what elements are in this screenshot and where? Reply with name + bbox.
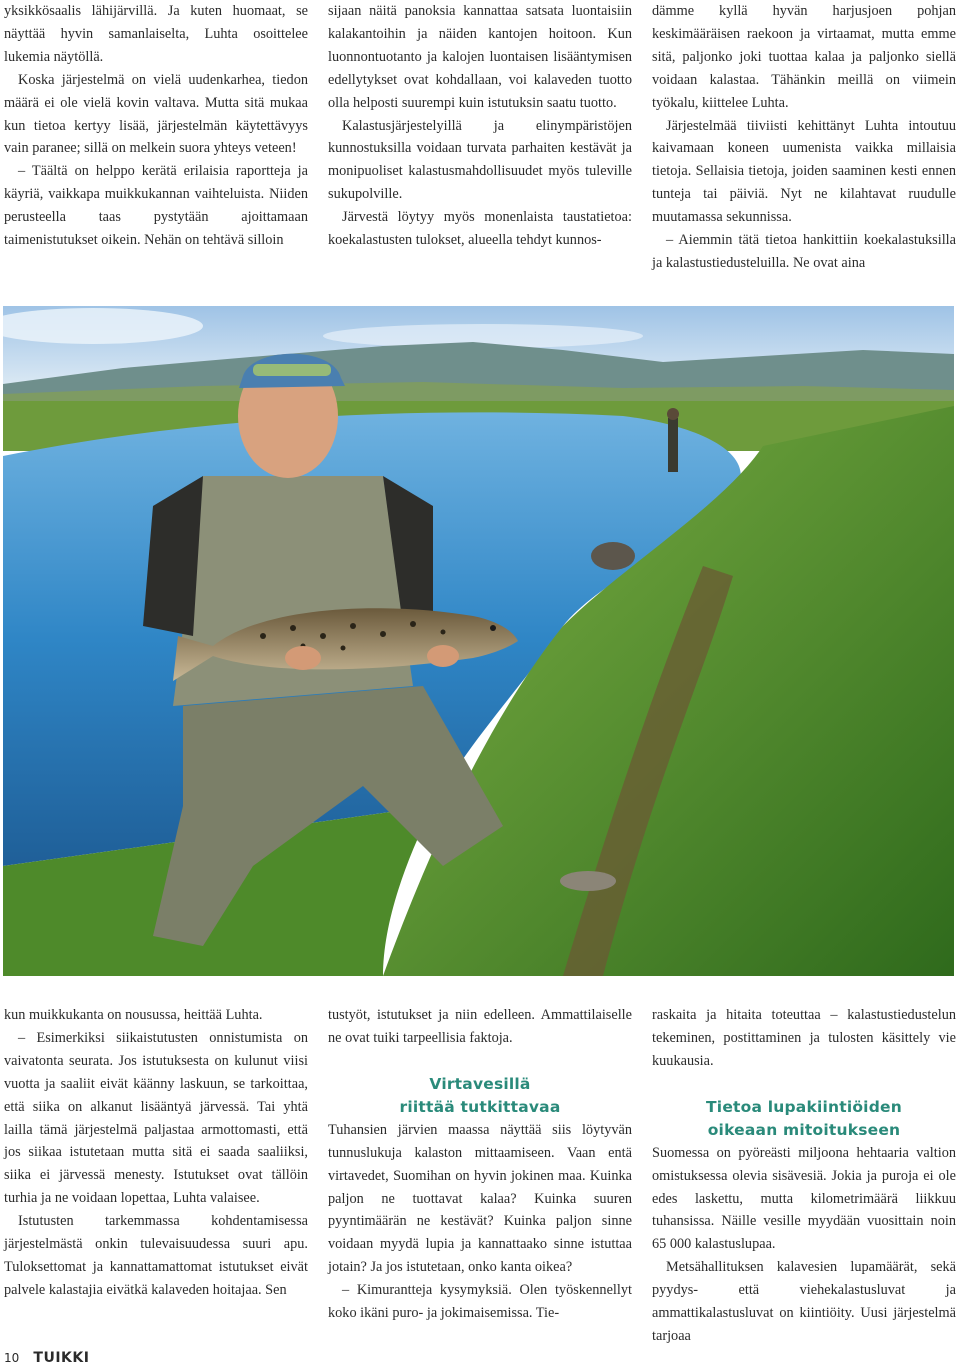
section-heading-virtavesilla — [328, 1073, 632, 1119]
section-heading-lupakiintiot — [652, 1096, 956, 1142]
paragraph: dämme kyllä hyvän harjusjoen pohjan keskimääräisen raekoon ja virtaamat, mutta emme sitä, paljonko joki tuottaa kalaa ja paljonko siellä voidaan kalastaa. Tähänkin meillä on viimein työkalu, kiittelee Luhta. — [652, 3, 956, 111]
paragraph: Tuhansien järvien maassa näyttää siis löytyvän tunnuslukuja kalaston mittaamiseen. Vaan entä virtavedet, Suomihan on hyvin jokinen maa. Kuinka paljon ne tuottavat kalaa? Kuinka suuren pyyntimäärän ne kestävät? Kuinka paljon sinne voidaan myydä lupia ja kannattaako sinne istuttaa jotain? Ja jos istutetaan, onko kanta oikea? — [328, 1121, 632, 1276]
angler-trout-photo — [3, 306, 954, 976]
paragraph: Kalastusjärjestelyillä ja elinympäristöjen kunnostuksilla voidaan turvata parhaiten kestävät ja monipuoliset kalastusmahdollisuudet myös tuleville sukupolville. — [328, 117, 632, 203]
paragraph: – Aiemmin tätä tietoa hankittiin koekalastuksilla ja kalastustiedusteluilla. Ne ovat aina — [652, 232, 956, 271]
heading-line: oikeaan mitoitukseen — [707, 1120, 901, 1139]
paragraph: Suomessa on pyöreästi miljoona hehtaaria valtion omistuksessa olevia sisävesiä. Jokia ja puroja ei ole edes laskettu, mutta kilometrimäärä liikkuu tuhansissa. Näille vesille myydään vuosittain noin 65 000 kalastuslupaa. — [652, 1144, 956, 1253]
heading-line: Virtavesillä — [429, 1074, 531, 1093]
paragraph: yksikkösaalis lähijärvillä. Ja kuten huomaat, se näyttää hyvin samanlaiselta, Luhta osoittelee lukemia näytöllä. — [4, 3, 308, 65]
paragraph: Istutusten tarkemmassa kohdentamisessa järjestelmästä onkin tulevaisuudessa suuri apu. Tuloksettomat ja kannattamattomat istutukset eivät palvele kalastajia eivätkä kalaveden hoitajaa. Sen — [4, 1213, 308, 1298]
magazine-name: TUIKKI — [33, 1350, 90, 1366]
paragraph: – Täältä on helppo kerätä erilaisia raportteja ja käyriä, vaikkapa muikkukannan vaihteluista. Niiden perusteella taas pystytään ajoittamaan taimenistutukset oikein. Nehän on tehtävä silloin — [4, 163, 308, 249]
paragraph: Metsähallituksen kalavesien lupamäärät, sekä pyydys- että viehekalastusluvat ja ammattikalastusluvat on kiintiöity. Uusi järjestelmä tarjoaa — [652, 1259, 956, 1344]
top-column-1 — [4, 0, 308, 252]
paragraph: sijaan näitä panoksia kannattaa satsata luontaisiin kalakantoihin ja näiden kantojen hoitoon. Kun luonnontuotanto ja kalojen luontaisen lisääntymisen edellytykset ovat kohdallaan, voi kalaveden tuotto olla helposti suurempi kuin istutuksin saatu tuotto. — [328, 3, 632, 111]
bottom-column-2 — [328, 1004, 632, 1325]
paragraph: Järjestelmää tiiviisti kehittänyt Luhta intoutuu kaivamaan koneen uumenista vaikka millaisia tietoja. Sellaisia tietoja, joiden saaminen kesti ennen tunteja tai päiviä. Nyt ne kilahtavat ruudulle muutamassa sekunnissa. — [652, 117, 956, 226]
heading-line: riittää tutkittavaa — [399, 1097, 561, 1116]
heading-line: Tietoa lupakiintiöiden — [706, 1097, 902, 1116]
paragraph: kun muikkukanta on nousussa, heittää Luhta. — [4, 1007, 263, 1023]
paragraph: tustyöt, istutukset ja niin edelleen. Ammattilaiselle ne ovat tuiki tarpeellisia faktoja. — [328, 1007, 632, 1046]
top-column-3 — [652, 0, 956, 275]
paragraph: – Kimurantteja kysymyksiä. Olen työskennellyt koko ikäni puro- ja jokimaisemissa. Tie- — [328, 1282, 632, 1322]
paragraph: – Esimerkiksi siikaistutusten onnistumista on vaivatonta seurata. Jos istutuksesta on kulunut viisi vuotta ja saaliit eivät käänny laskuun, se tarkoittaa, että siika on alkanut lisääntyä järvessä. Tai yhtä lailla tämä järjestelmä paljastaa armottomasti, että jos siikaa istutetaan mutta sitä ei saada saaliiksi, siika ei järvessä menesty. Istutukset ovat tällöin turhia ja ne voidaan lopettaa, Luhta valaisee. — [4, 1029, 308, 1207]
paragraph: Järvestä löytyy myös monenlaista taustatietoa: koekalastusten tulokset, alueella tehdyt kunnos- — [328, 209, 632, 249]
bottom-column-1 — [4, 1004, 308, 1302]
paragraph: raskaita ja hitaita toteuttaa – kalastustiedustelun tekeminen, postittaminen ja tulosten käsittely vie kuukausia. — [652, 1007, 956, 1069]
page-footer — [4, 1349, 89, 1367]
bottom-column-3 — [652, 1004, 956, 1348]
top-column-2 — [328, 0, 632, 252]
paragraph: Koska järjestelmä on vielä uudenkarhea, tiedon määrä ei ole vielä kovin valtava. Mutta sitä mukaa kun tietoa kertyy lisää, järjestelmän käytettävyys vain paranee; sillä on melkein suora yhteys veteen! — [4, 71, 308, 157]
page-number: 10 — [4, 1351, 20, 1365]
